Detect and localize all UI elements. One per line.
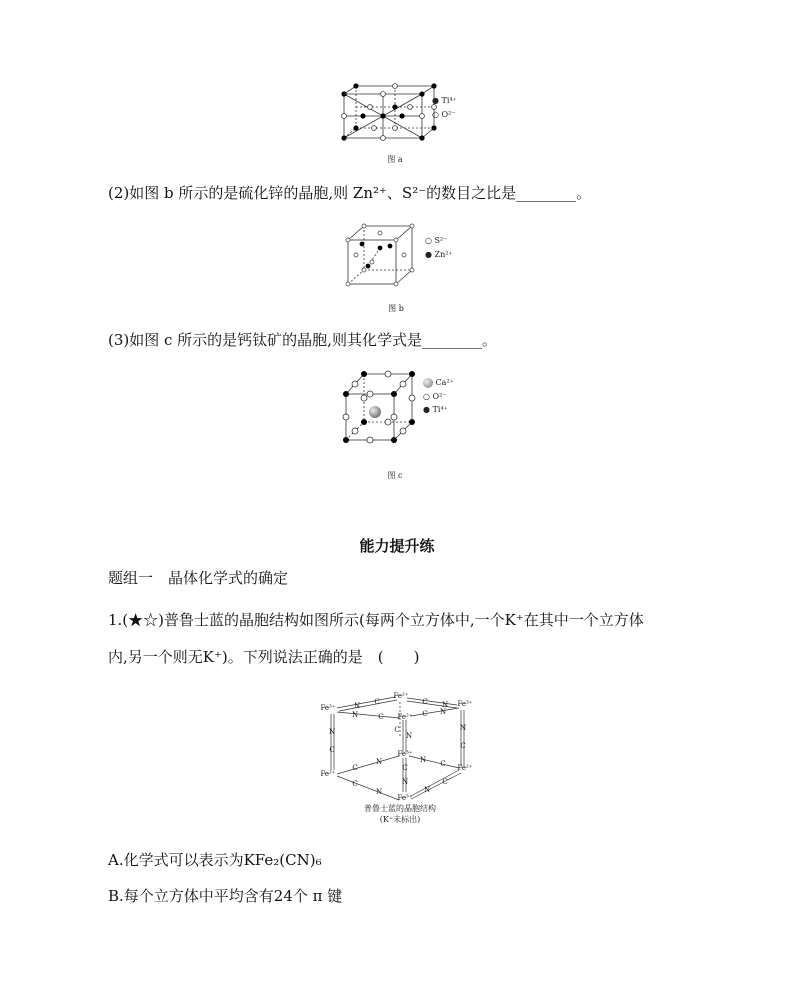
gray-sphere-icon [423,378,433,388]
c-label: C [352,780,358,788]
c-label: C [442,778,448,786]
fe2-label: Fe²⁺ [457,764,473,772]
figure-a-caption: 图 a [387,155,403,164]
n-label: N [328,728,336,736]
fe2-label: Fe²⁺ [397,713,413,721]
filled-circle-icon: ● [425,250,432,259]
figure-c-legend [423,378,454,414]
n-label: N [423,786,431,794]
filled-circle-icon: ● [423,405,430,414]
fe3-label: Fe³⁺ [397,794,413,802]
filled-circle-icon: ● [432,96,439,105]
fe3-label: Fe³⁺ [397,750,413,758]
n-label: N [375,758,383,766]
c-label: C [422,710,428,718]
hollow-circle-icon: ○ [423,392,430,401]
ca-ion [369,406,381,418]
fe2-label: Fe²⁺ [393,692,409,700]
prussian-blue-caption-note: (K⁺未标出) [379,815,421,824]
legend-ti: Ti⁴⁺ [432,405,448,414]
figure-b-drawing [338,218,428,290]
c-label: C [422,698,428,706]
c-label: C [352,764,358,772]
c-label: C [329,746,335,754]
figure-a-drawing [330,80,470,165]
n-label: N [419,756,427,764]
fe3-label: Fe³⁺ [457,700,473,708]
legend-o: O²⁻ [432,392,447,401]
figure-b-legend [425,236,453,259]
legend-o: O²⁻ [441,110,456,119]
figure-b-caption: 图 b [388,304,404,313]
figure-a [330,80,470,165]
question-3: (3)如图 c 所示的是钙钛矿的晶胞,则其化学式是________。 [108,331,497,349]
c-label: C [378,713,384,721]
fe3-label: Fe³⁺ [320,704,336,712]
c-label: C [440,760,446,768]
c-label: C [394,726,400,734]
figure-c [338,366,420,448]
option-a: A.化学式可以表示为KFe₂(CN)₆ [108,851,322,869]
figure-c-caption: 图 c [387,471,403,480]
section-title: 能力提升练 [359,537,435,555]
legend-ca: Ca²⁺ [435,378,454,387]
figure-a-legend [432,96,457,119]
prussian-blue-caption: 普鲁士蓝的晶胞结构 [364,804,436,813]
hollow-circle-icon: ○ [432,110,439,119]
group-title: 题组一 晶体化学式的确定 [108,569,289,587]
figure-b [338,218,428,290]
n-label: N [353,702,361,710]
c-label: C [402,764,408,772]
n-label: N [405,732,413,740]
n-label: N [351,711,359,719]
question-2: (2)如图 b 所示的是硫化锌的晶胞,则 Zn²⁺、S²⁻的数目之比是________。 [108,184,592,202]
n-label: N [401,778,409,786]
n-label: N [459,724,467,732]
n-label: N [441,701,449,709]
c-label: C [374,698,380,706]
problem-1-line-2: 内,另一个则无K⁺)。下列说法正确的是 ( ) [108,648,420,666]
hollow-circle-icon: ○ [425,236,432,245]
c-label: C [460,742,466,750]
option-b: B.每个立方体中平均含有24个 π 键 [108,887,343,905]
legend-s: S²⁻ [434,236,448,245]
problem-1-line-1: 1.(★☆)普鲁士蓝的晶胞结构如图所示(每两个立方体中,一个K⁺在其中一个立方体 [108,611,644,629]
legend-zn: Zn²⁺ [434,250,453,259]
n-label: N [439,708,447,716]
figure-c-drawing [338,366,420,448]
fe2-label: Fe²⁺ [320,770,336,778]
n-label: N [375,788,383,796]
legend-ti: Ti⁴⁺ [441,96,457,105]
prussian-blue-figure [315,692,485,832]
